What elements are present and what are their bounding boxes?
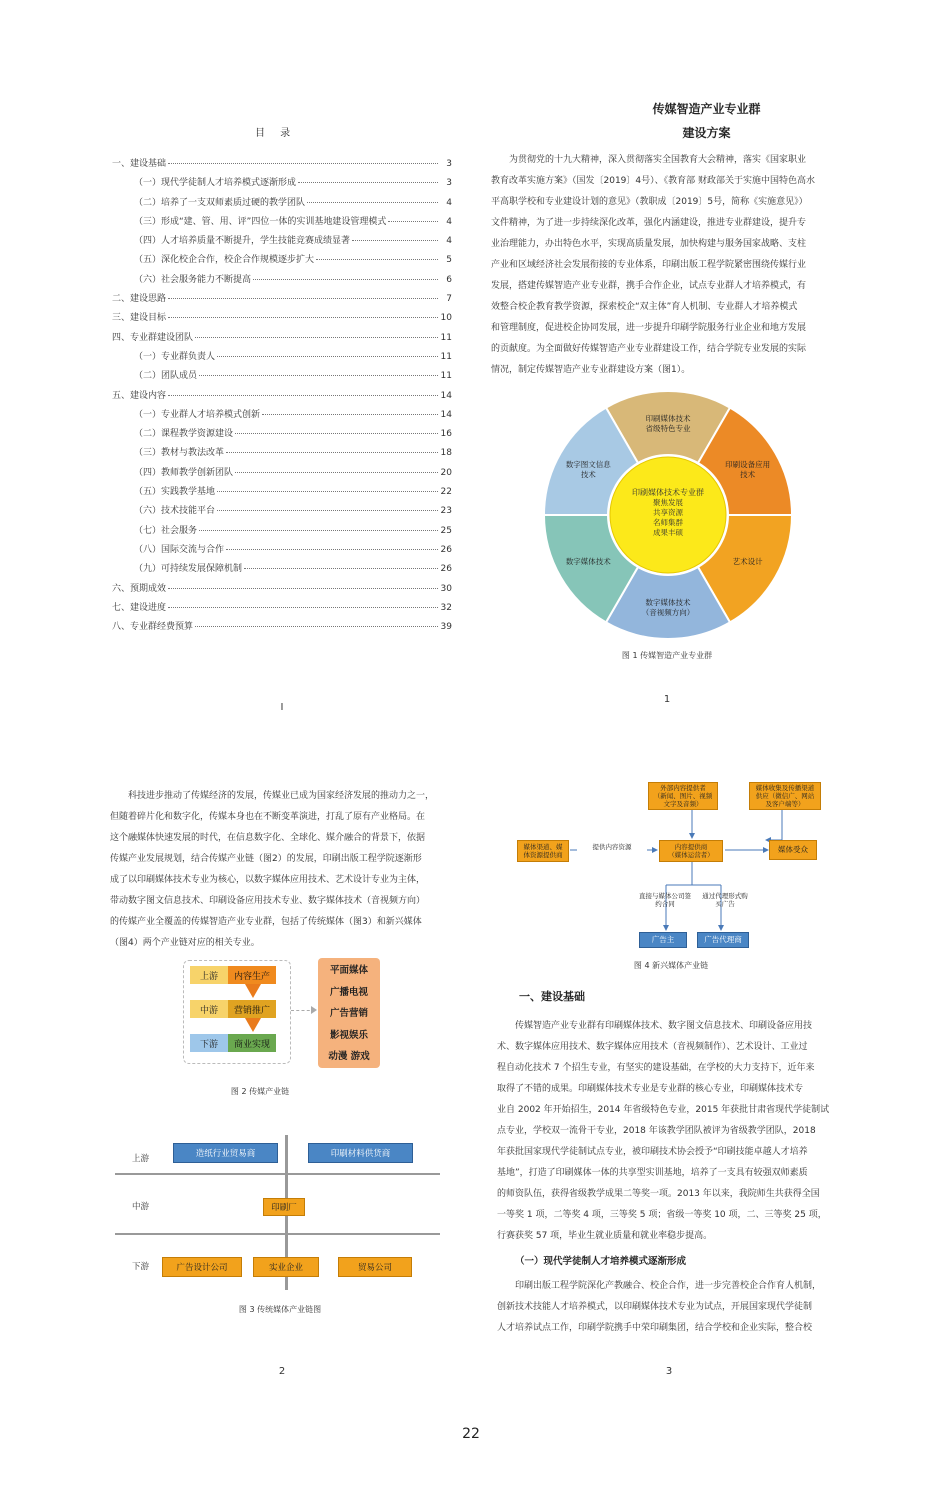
- section-heading: 一、建设基础: [519, 990, 585, 1003]
- toc-leader: [226, 549, 438, 550]
- toc-leader: [168, 298, 438, 299]
- figure4-caption: 图 4 新兴媒体产业链: [633, 961, 709, 970]
- chain-intro-text: [110, 786, 456, 954]
- text-line: 传媒产业发展规划，结合传媒产业链（图2）的发展，印刷出版工程学院逐渐形: [110, 854, 422, 864]
- toc-entry-page: 26: [440, 564, 452, 575]
- chain-level-label: 中游: [190, 1000, 228, 1018]
- toc-entry-page: 3: [446, 159, 452, 169]
- wheel-segment-label: 数字媒体技术: [645, 598, 691, 607]
- toc-entry-title: 八、专业群经费预算: [112, 622, 194, 633]
- toc-entry: [112, 407, 452, 426]
- text-line: 术、数字媒体应用技术、数字媒体应用技术（音视频制作）、艺术设计、工业过: [497, 1042, 808, 1052]
- toc-leader: [168, 607, 438, 608]
- toc-entry-page: 20: [440, 467, 452, 478]
- toc-entry-page: 11: [440, 371, 452, 382]
- downstream-label: 下游: [132, 1262, 150, 1272]
- chain-divider-lower: [115, 1233, 440, 1235]
- agency-purchase-note: [697, 890, 753, 910]
- page-number: 3: [665, 1366, 673, 1377]
- ad-agency-box: 广告代理商: [697, 932, 749, 948]
- toc-entry-page: 32: [440, 602, 452, 613]
- chain-level-label: 上游: [190, 966, 228, 984]
- toc-leader: [168, 588, 438, 589]
- toc-entry: [112, 523, 452, 542]
- midstream-label: 中游: [132, 1202, 150, 1212]
- wheel-segment-label: 数字媒体技术: [565, 557, 611, 566]
- toc-leader: [316, 259, 438, 260]
- chain-stage-box: 内容生产: [228, 966, 276, 984]
- toc-entry: [112, 445, 452, 464]
- subsection-heading: （一）现代学徒制人才培养模式逐渐形成: [515, 1256, 687, 1267]
- toc-entry-title: 二、建设思路: [112, 294, 167, 305]
- toc-leader: [253, 279, 438, 280]
- figure3-caption: 图 3 传统媒体产业链图: [238, 1305, 322, 1314]
- text-line: 传媒智造产业专业群有印刷媒体技术、数字图文信息技术、印刷设备应用技: [515, 1021, 813, 1031]
- printing-factory-box: 印刷厂: [263, 1198, 305, 1216]
- media-type-item: 平面媒体: [329, 965, 368, 976]
- toc-entry: [112, 542, 452, 561]
- toc-entry: [112, 156, 452, 175]
- text-line: 教育改革实施方案》（国发〔2019〕4号）、《教育部 财政部关于实施中国特色高水: [491, 176, 815, 186]
- toc-leader: [199, 530, 438, 531]
- toc-entry: [112, 252, 452, 271]
- toc-entry-page: 23: [440, 506, 452, 517]
- text-line: 程自动化技术 7 个招生专业，有坚实的建设基础，在学校的大力支持下，近年来: [497, 1063, 815, 1073]
- apprenticeship-body-text: [497, 1276, 869, 1339]
- toc-entry-page: 39: [440, 622, 452, 633]
- toc-entry-page: 18: [440, 448, 452, 459]
- material-supplier-box: 印刷材料供货商: [308, 1143, 413, 1163]
- toc-leader: [352, 240, 438, 241]
- toc-entry: [112, 465, 452, 484]
- toc-leader: [195, 626, 438, 627]
- toc-leader: [226, 452, 438, 453]
- toc-leader: [388, 221, 438, 222]
- toc-entry-title: 四、专业群建设团队: [112, 332, 194, 343]
- toc-entry-page: 14: [440, 390, 452, 401]
- text-line: 印刷出版工程学院深化产教融合、校企合作，进一步完善校企合作育人机制，: [515, 1281, 822, 1291]
- toc-entry-page: 25: [440, 525, 452, 536]
- channel-resource-provider-label: 媒体渠道、媒 体资源提供商: [523, 843, 563, 859]
- trade-company-box: 贸易公司: [338, 1257, 412, 1277]
- media-type-item: 广播电视: [329, 986, 368, 998]
- text-line: 基地”，打造了印刷媒体一体的共享型实训基地，培养了一支具有较强双师素质: [497, 1168, 808, 1178]
- wheel-center-text: 名师集群: [653, 518, 683, 527]
- toc-entry-title: （一）专业群人才培养模式创新: [134, 409, 261, 420]
- toc-entry-title: （二）课程教学资源建设: [134, 429, 234, 440]
- toc-entry-title: 五、建设内容: [112, 390, 167, 401]
- text-line: 人才培养试点工作，印刷学院携手中荣印刷集团，结合学校和企业实际，整合校: [497, 1323, 813, 1333]
- toc-entry: [112, 503, 452, 522]
- toc-entry: [112, 426, 452, 445]
- toc-entry: [112, 484, 452, 503]
- toc-entry: [112, 368, 452, 387]
- content-provider-box: [659, 840, 723, 862]
- wheel-center-text: 印刷媒体技术专业群: [632, 488, 704, 497]
- toc-leader: [168, 395, 438, 396]
- toc-entry-page: 7: [446, 294, 452, 305]
- toc-entry-title: （三）形成“建、管、用、评”四位一体的实训基地建设管理模式: [134, 216, 387, 227]
- toc-entry-title: （六）技术技能平台: [134, 506, 216, 517]
- toc-list: [112, 156, 452, 638]
- toc-entry-title: （八）国际交流与合作: [134, 544, 225, 555]
- plan-intro: [491, 150, 863, 381]
- arrow-right-icon: [311, 1006, 317, 1014]
- text-line: 创新技术技能人才培养模式，以印刷媒体技术专业为试点，开展国家现代学徒制: [497, 1302, 813, 1312]
- specialty-wheel-diagram: [543, 390, 793, 640]
- toc-leader: [235, 472, 438, 473]
- toc-leader: [217, 356, 438, 357]
- foundation-body-text: [497, 1016, 869, 1247]
- text-line: 效整合校企教育教学资源，探索校企“双主体”育人机制、专业群人才培养模式: [491, 302, 798, 312]
- media-type-item: 动漫 游戏: [328, 1051, 370, 1062]
- wheel-segment-label: 技术: [580, 470, 596, 479]
- media-audience-box: 媒体受众: [769, 840, 817, 860]
- text-line: 业自 2002 年开始招生，2014 年省级特色专业，2015 年获批甘肃省现代学徒制试: [497, 1105, 830, 1115]
- text-line: 取得了不错的成果。印刷媒体技术专业是专业群的核心专业，印刷媒体技术专: [497, 1084, 804, 1094]
- media-type-item: 影视娱乐: [329, 1029, 368, 1041]
- plan-title-line2: 建设方案: [682, 126, 731, 140]
- toc-entry-title: （一）专业群负责人: [134, 351, 216, 362]
- text-line: 业治理能力，办出特色水平，实现高质量发展，加快构建与服务国家战略、支柱: [491, 239, 807, 249]
- toc-entry: [112, 291, 452, 310]
- toc-entry-title: 七、建设进度: [112, 602, 167, 613]
- text-line: （图4）两个产业链对应的相关专业。: [110, 938, 260, 948]
- toc-leader: [307, 202, 438, 203]
- direct-contract-note-label: 直接与媒体公司签 约合同: [639, 892, 691, 908]
- toc-leader: [262, 414, 438, 415]
- wheel-segment-label: 技术: [740, 470, 756, 479]
- toc-entry-title: 三、建设目标: [112, 313, 167, 324]
- toc-entry: [112, 349, 452, 368]
- toc-entry-title: （六）社会服务能力不断提高: [134, 274, 252, 285]
- industrial-enterprise-box: 实业企业: [253, 1257, 319, 1277]
- toc-entry-title: 六、预期成效: [112, 583, 167, 594]
- wheel-center-text: 聚焦发展: [653, 498, 683, 507]
- text-line: 的传媒产业全覆盖的传媒智造产业专业群，包括了传统媒体（图3）和新兴媒体: [110, 917, 422, 927]
- toc-entry-title: （五）实践教学基地: [134, 487, 216, 498]
- content-provider-label: 内容提供商 （媒体运营者）: [668, 843, 714, 859]
- page-number: I: [280, 702, 284, 713]
- text-line: 为贯彻党的十九大精神，深入贯彻落实全国教育大会精神，落实《国家职业: [509, 155, 807, 165]
- plan-page: [471, 60, 942, 760]
- toc-entry-page: 4: [446, 236, 452, 247]
- toc-page: [0, 60, 471, 760]
- text-line: 发展，搭建传媒智造产业专业群，携手合作企业，试点专业群人才培养模式，有: [491, 281, 807, 291]
- toc-entry-title: （九）可持续发展保障机制: [134, 564, 243, 575]
- wheel-segment-label: 艺术设计: [732, 557, 763, 566]
- media-channel-supply-box: [749, 782, 821, 810]
- wheel-segment-label: 省级特色专业: [645, 424, 691, 433]
- wheel-segment-label: 印刷设备应用: [725, 460, 771, 469]
- wheel-segment-label: （音视频方向）: [641, 608, 695, 617]
- text-line: 成了以印刷媒体技术专业为核心，以数字媒体应用技术、艺术设计专业为主体，: [110, 875, 426, 885]
- text-line: 带动数字图文信息技术、印刷设备应用技术专业、数字媒体技术（音视频方向）: [110, 896, 426, 906]
- toc-leader: [235, 433, 438, 434]
- toc-entry-title: （五）深化校企合作，校企合作规模逐步扩大: [134, 255, 315, 266]
- toc-entry-title: （七）社会服务: [134, 525, 198, 536]
- toc-entry-title: 一、建设基础: [112, 159, 167, 169]
- toc-entry: [112, 600, 452, 619]
- toc-entry-title: （二）团队成员: [134, 371, 198, 382]
- toc-entry: [112, 195, 452, 214]
- toc-leader: [199, 375, 438, 376]
- toc-entry: [112, 619, 452, 638]
- wheel-segment-label: 印刷媒体技术: [645, 414, 691, 423]
- wheel-center-text: 共享资源: [653, 508, 683, 517]
- text-line: 科技进步推动了传媒经济的发展，传媒业已成为国家经济发展的推动力之一，: [128, 791, 435, 801]
- toc-entry: [112, 175, 452, 194]
- chain-stage-box: 商业实现: [228, 1034, 276, 1052]
- toc-entry-page: 11: [440, 332, 452, 343]
- ad-design-company-box: 广告设计公司: [162, 1257, 242, 1277]
- text-line: 的贡献度。为全面做好传媒智造产业专业群建设工作，结合学院专业发展的实际: [491, 344, 807, 354]
- toc-leader: [168, 317, 438, 318]
- arrow-down-icon: [245, 1018, 261, 1032]
- advertiser-box: 广告主: [639, 932, 687, 948]
- text-line: 但随着碎片化和数字化，传媒本身也在不断变革演进，打乱了原有产业格局。在: [110, 812, 426, 822]
- toc-entry-title: （三）教材与教法改革: [134, 448, 225, 459]
- figure2-caption: 图 2 传媒产业链: [230, 1087, 290, 1096]
- toc-entry: [112, 388, 452, 407]
- toc-entry: [112, 561, 452, 580]
- chain-stage-box: 营销推广: [228, 1000, 276, 1018]
- figure-caption: 图 1 传媒智造产业专业群: [621, 651, 713, 660]
- toc-entry-page: 4: [446, 197, 452, 208]
- toc-entry-page: 26: [440, 544, 452, 555]
- chain-level-label: 下游: [190, 1034, 228, 1052]
- content-resource-arrow-label: 提供内容资源: [577, 842, 647, 852]
- toc-entry-title: （一）现代学徒制人才培养模式逐渐形成: [134, 178, 297, 189]
- text-line: 产业和区域经济社会发展衔接的专业体系，印刷出版工程学院紧密围绕传媒行业: [491, 260, 807, 270]
- toc-entry-page: 10: [440, 313, 452, 324]
- toc-entry-title: （二）培养了一支双师素质过硬的教学团队: [134, 197, 306, 208]
- chain-divider-upper: [115, 1173, 440, 1175]
- direct-contract-note: [635, 890, 695, 910]
- text-line: 情况，制定传媒智造产业专业群建设方案（图1）。: [491, 365, 691, 375]
- external-content-provider-box: [648, 782, 718, 810]
- page-number: 1: [663, 694, 671, 705]
- toc-entry-title: （四）人才培养质量不断提升，学生技能竞赛成绩显著: [134, 236, 351, 247]
- toc-entry-title: （四）教师教学创新团队: [134, 467, 234, 478]
- paper-trader-box: 造纸行业贸易商: [173, 1143, 278, 1163]
- media-type-item: 广告营销: [329, 1008, 368, 1019]
- plan-title-line1: 传媒智造产业专业群: [652, 102, 761, 116]
- toc-entry: [112, 310, 452, 329]
- document-page-number: 22: [462, 1426, 480, 1442]
- upstream-label: 上游: [132, 1154, 150, 1164]
- external-content-provider-label: 外部内容提供者 （新闻、图片、视频 文字及音频）: [653, 784, 713, 808]
- toc-entry-page: 4: [446, 216, 452, 227]
- toc-entry-page: 3: [446, 178, 452, 189]
- toc-leader: [244, 568, 438, 569]
- text-line: 文件精神，为了进一步持续深化改革，强化内涵建设，推进专业群建设，提升专: [491, 218, 807, 228]
- toc-entry: [112, 272, 452, 291]
- text-line: 和管理制度，促进校企协同发展，进一步提升印刷学院服务行业企业和地方发展: [491, 323, 807, 333]
- wheel-segment-label: 数字图文信息: [565, 460, 611, 469]
- toc-entry-page: 30: [440, 583, 452, 594]
- text-line: 一等奖 1 项，二等奖 4 项，三等奖 5 项；省级一等奖 10 项，二、三等奖 25 项，: [497, 1210, 827, 1220]
- toc-entry-page: 16: [440, 429, 452, 440]
- toc-entry-page: 14: [440, 409, 452, 420]
- toc-leader: [217, 491, 438, 492]
- new-media-page: [471, 760, 942, 1460]
- toc-leader: [298, 182, 438, 183]
- toc-entry-page: 22: [440, 487, 452, 498]
- toc-entry: [112, 214, 452, 233]
- toc-leader: [195, 337, 438, 338]
- toc-entry: [112, 581, 452, 600]
- text-line: 平高职学校和专业建设计划的意见》（教职成〔2019〕5号，简称《实施意见》）: [491, 197, 808, 207]
- text-line: 点专业，学校双一流骨干专业，2018 年该教学团队被评为省级教学团队，2018: [497, 1126, 816, 1136]
- channel-resource-provider-box: [517, 840, 569, 862]
- toc-entry-page: 5: [446, 255, 452, 266]
- arrow-down-icon: [245, 984, 261, 998]
- toc-leader: [217, 510, 438, 511]
- text-line: 这个融媒体快速发展的时代，在信息数字化、全球化、媒介融合的背景下，依据: [110, 833, 426, 843]
- page-number: 2: [278, 1366, 286, 1377]
- toc-entry-page: 11: [440, 351, 452, 362]
- toc-leader: [168, 163, 438, 164]
- toc-entry: [112, 233, 452, 252]
- industry-chain-page: [0, 760, 471, 1460]
- toc-title: 目 录: [255, 128, 297, 139]
- media-channel-supply-label: 媒体收集及传播渠道 供应（微信广、网站 及客户端等）: [755, 784, 815, 808]
- agency-purchase-note-label: 通过代理形式购 买广告: [702, 892, 748, 908]
- toc-entry: [112, 330, 452, 349]
- wheel-center-text: 成果丰硕: [653, 528, 683, 537]
- text-line: 的师资队伍，获得省级教学成果二等奖一项。2013 年以来，我院师生共获得全国: [497, 1189, 820, 1199]
- text-line: 行赛获奖 57 项，毕业生就业质量和就业率稳步提高。: [497, 1231, 713, 1241]
- text-line: 年获批国家现代学徒制试点专业，被印刷技术协会授予“印刷技能卓越人才培养: [497, 1147, 808, 1157]
- toc-entry-page: 6: [446, 274, 452, 285]
